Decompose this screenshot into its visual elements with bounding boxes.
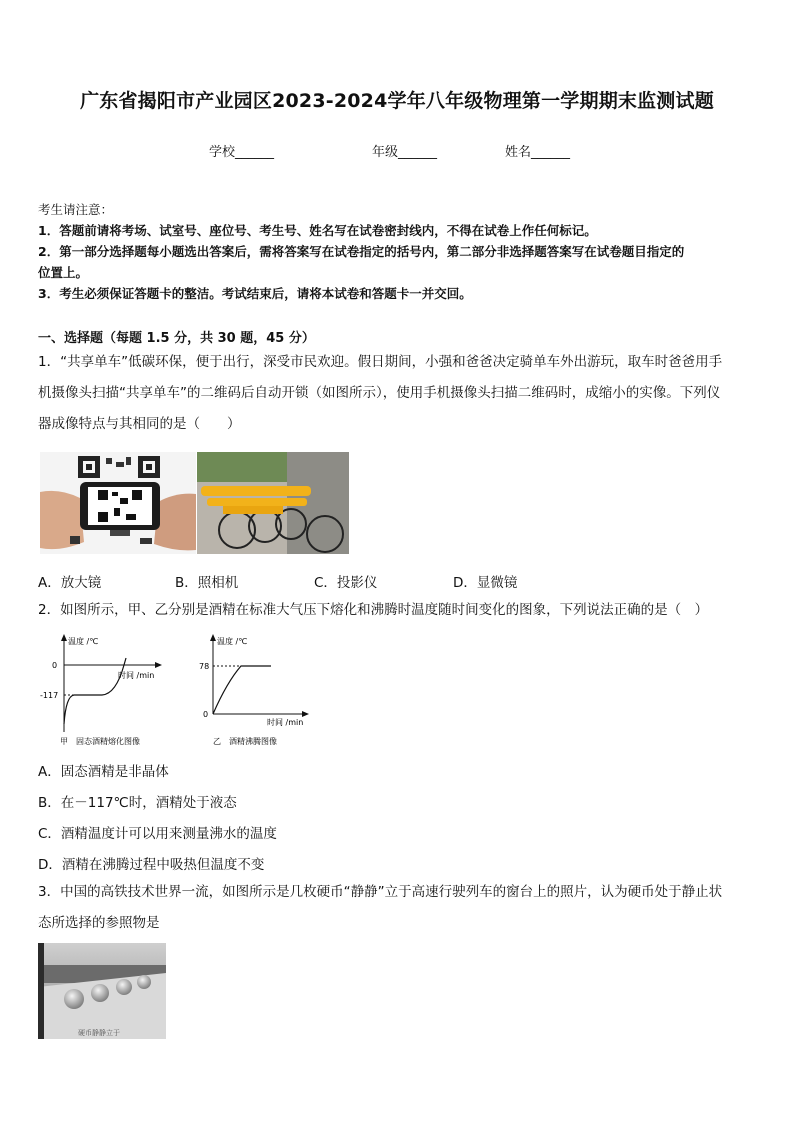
graph-boiling <box>193 632 323 752</box>
q2-stem: 2．如图所示，甲、乙分别是酒精在标准大气压下熔化和沸腾时温度随时间变化的图象，下列说法正确的是（ ） <box>38 602 709 618</box>
graph-a-caption: 甲 固态酒精熔化图像 <box>60 737 140 746</box>
page-title: 广东省揭阳市产业园区2023-2024学年八年级物理第一学期期末监测试题 <box>80 90 714 112</box>
photo-caption: 硬币静静立于 <box>78 1029 120 1037</box>
notice-item-1: 1．答题前请将考场、试室号、座位号、考生号、姓名写在试卷密封线内，不得在试卷上作任何标记。 <box>38 223 597 238</box>
q3-line-2: 态所选择的参照物是 <box>38 915 160 931</box>
graph-a-xlabel: 时间 /min <box>118 671 155 680</box>
q2-option-a: A．固态酒精是非晶体 <box>38 764 169 780</box>
graph-a-ylabel: 温度 /℃ <box>68 637 99 646</box>
q3-line-1: 3．中国的高铁技术世界一流，如图所示是几枚硬币“静静”立于高速行驶列车的窗台上的照片，认为硬币处于静止状 <box>38 884 723 900</box>
q2-option-b: B．在－117℃时，酒精处于液态 <box>38 795 237 811</box>
graph-melting <box>38 632 168 752</box>
notice-heading: 考生请注意： <box>38 202 114 217</box>
school-field: 学校______ <box>209 145 275 160</box>
graph-a-tick-low: -117 <box>40 691 59 700</box>
q1-option-c: C．投影仪 <box>314 575 378 591</box>
q2-option-d: D．酒精在沸腾过程中吸热但温度不变 <box>38 857 265 873</box>
qr-scan-photo <box>40 452 196 554</box>
q1-line-1: 1．“共享单车”低碳环保，便于出行，深受市民欢迎。假日期间，小强和爸爸决定骑单车外出游玩，取车时爸爸用手 <box>38 354 723 370</box>
q1-option-a: A．放大镜 <box>38 575 102 591</box>
shared-bikes-photo <box>197 452 349 554</box>
q1-option-d: D．显微镜 <box>453 575 518 591</box>
name-field: 姓名______ <box>505 145 571 160</box>
graph-b-caption: 乙 酒精沸腾图像 <box>213 737 277 746</box>
graph-a-tick-zero: 0 <box>52 661 58 670</box>
graph-b-tick-high: 78 <box>199 662 210 671</box>
grade-field: 年级______ <box>372 145 438 160</box>
graph-b-tick-zero: 0 <box>203 710 209 719</box>
graph-b-xlabel: 时间 /min <box>267 718 304 727</box>
notice-item-2: 2．第一部分选择题每小题选出答案后，需将答案写在试卷指定的括号内，第二部分非选择题答案写在试卷题目指定的 <box>38 244 685 259</box>
section-heading: 一、选择题（每题 1.5 分，共 30 题，45 分） <box>38 331 315 346</box>
q1-line-3: 器成像特点与其相同的是（ ） <box>38 416 241 432</box>
q2-option-c: C．酒精温度计可以用来测量沸水的温度 <box>38 826 277 842</box>
q1-line-2: 机摄像头扫描“共享单车”的二维码后自动开锁（如图所示），使用手机摄像头扫描二维码时，成缩小的实像。下列仪 <box>38 385 721 401</box>
notice-item-2-cont: 位置上。 <box>38 265 89 280</box>
q1-option-b: B．照相机 <box>175 575 239 591</box>
notice-item-3: 3．考生必须保证答题卡的整洁。考试结束后，请将本试卷和答题卡一并交回。 <box>38 286 472 301</box>
coins-on-windowsill-photo <box>38 943 166 1039</box>
graph-b-ylabel: 温度 /℃ <box>217 637 248 646</box>
